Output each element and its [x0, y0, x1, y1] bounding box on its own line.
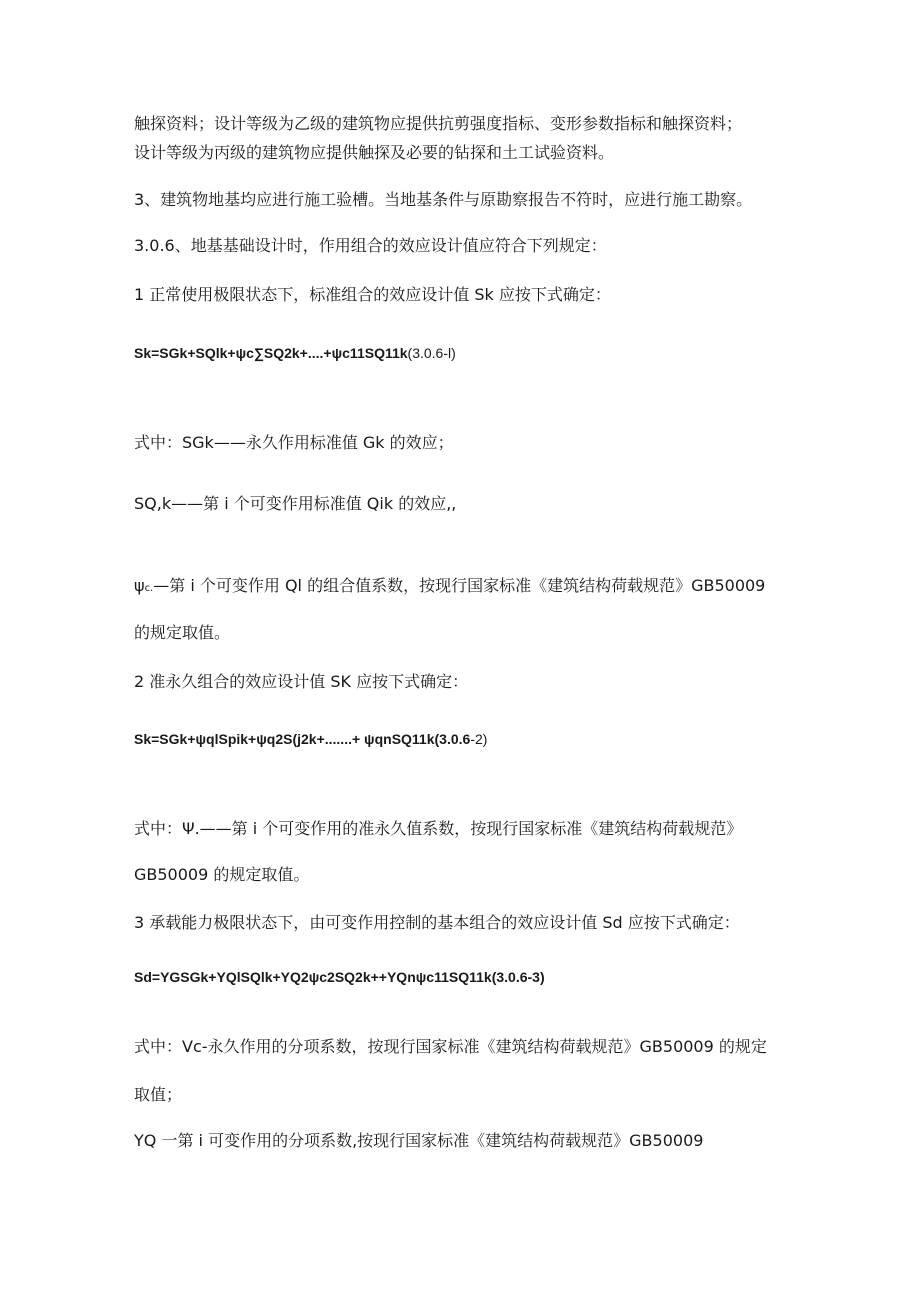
line-p11: 式中：Ψ.——第 i 个可变作用的准永久值系数，按现行国家标准《建筑结构荷载规范》 — [134, 819, 743, 838]
line-p3: 3、建筑物地基均应进行施工验槽。当地基条件与原勘察报告不符时，应进行施工勘察。 — [134, 190, 753, 209]
line-p12: GB50009 的规定取值。 — [134, 865, 310, 884]
line-p15: 取值； — [134, 1085, 183, 1104]
formula-3-0-6-2 — [134, 729, 487, 749]
line-p13: 3 承载能力极限状态下，由可变作用控制的基本组合的效应设计值 Sd 应按下式确定： — [134, 913, 740, 932]
formula-body: Sk=SGk+ψqlSpik+ψq2S(j2k+.......+ ψqnSQ11k(3.0.6 — [134, 731, 471, 747]
formula-3-0-6-1 — [134, 343, 456, 363]
line-p6: 式中：SGk——永久作用标准值 Gk 的效应； — [134, 433, 454, 452]
line-p8-text: —第 i 个可变作用 Ql 的组合值系数，按现行国家标准《建筑结构荷载规范》GB50009 — [153, 576, 766, 595]
line-p9: 的规定取值。 — [134, 623, 231, 642]
formula-body: Sk=SGk+SQlk+ψc∑SQ2k+....+ψc11SQ11k — [134, 345, 408, 361]
line-p16: YQ 一第 i 可变作用的分项系数,按现行国家标准《建筑结构荷载规范》GB50009 — [134, 1131, 704, 1150]
line-p10: 2 准永久组合的效应设计值 SK 应按下式确定： — [134, 672, 469, 691]
line-p14: 式中：Vc-永久作用的分项系数，按现行国家标准《建筑结构荷载规范》GB50009 的规定 — [134, 1037, 767, 1056]
line-p5: 1 正常使用极限状态下，标准组合的效应设计值 Sk 应按下式确定： — [134, 285, 611, 304]
line-p8 — [134, 576, 765, 599]
formula-3-0-6-3: Sd=YGSGk+YQlSQlk+YQ2ψc2SQ2k++YQnψc11SQ11k(3.0.6-3) — [134, 969, 545, 985]
line-p4: 3.0.6、地基基础设计时，作用组合的效应设计值应符合下列规定： — [134, 236, 607, 255]
psi-subscript: c. — [144, 583, 154, 594]
formula-number: -2) — [470, 731, 488, 747]
line-p1: 触探资料；设计等级为乙级的建筑物应提供抗剪强度指标、变形参数指标和触探资料； — [134, 114, 743, 133]
formula-number: (3.0.6-l) — [407, 345, 456, 361]
line-p2: 设计等级为丙级的建筑物应提供触探及必要的钻探和土工试验资料。 — [134, 143, 615, 162]
psi-symbol: ψ — [134, 576, 145, 595]
line-p7: SQ,k——第 i 个可变作用标准值 Qik 的效应,, — [134, 494, 457, 513]
